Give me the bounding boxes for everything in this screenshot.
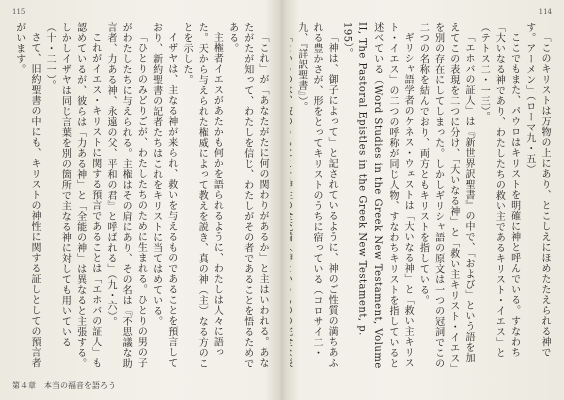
- quotation: 「このキリストは万物の上にあり、とこしえにほめたたえられる神です。アーメン」（ローマ九・五）: [523, 22, 550, 358]
- running-footer: 第４章 本当の福音を語ろう: [12, 381, 116, 390]
- right-page-text: [290, 22, 552, 372]
- paragraph: 「これ」が「あなたがたに何の関わりがあるか」と主はいわれる。あなたがたが知って、わたしを信じ、わたしがその者であることを悟るためである。: [226, 22, 268, 369]
- paragraph: これがイエス・キリストに関する預言であることは「エホバの証人」も認めているが、彼らは「力ある神」と「全能の神」は異なると主張する。しかしイザヤは同じ言葉を別の箇所で主なる神に対しても用いている（十・二一）。: [44, 22, 101, 369]
- paragraph: ギリシャ語学者のケネス・ウェストは「大いなる神」と「救い主キリスト・イエス」の二つの呼称が同じ人物、すなわちキリストを指していると述べている（Word Studies in the Greek New Testament, Volume II, The Pastoral Epistles in the Greek New Testament, p. 195）。: [341, 22, 414, 369]
- paragraph: 「神は、御子によって」と記されているように、神のご性質の満ちあふれる豊かさが、形をとってキリストのうちに宿っている（コロサイ二・九、『詳訳聖書』）。: [295, 22, 338, 368]
- paragraph: 主権者イエスがあたかも何かを語られるように、わたしは人々に語った。天から与えられた権威によって教えを説き、真の神（主）なる方のことを示した。: [180, 22, 223, 369]
- quotation: [290, 22, 294, 372]
- paragraph: ここでもまた、パウロはキリストを明確に神と呼んでいる。すなわち「大いなる神であり、わたしたちの救い主であるキリスト・イエス」と（テトス二・一三）。: [478, 22, 520, 358]
- page-number-right: 114: [538, 8, 552, 16]
- paragraph: さて、旧約聖書の中にも、キリストの神性に関する証しとしての預言者がいます。: [13, 22, 40, 368]
- quotation: 「ひとりのみどりごが、わたしたちのために生まれる。ひとりの男の子がわたしたちに与えられる。主権はその肩にあり、その名は『不思議な助言者、力ある神、永遠の父、平和の君』と呼ばれる」（九・六）。: [104, 22, 147, 369]
- right-page: [282, 0, 564, 400]
- paragraph: イザヤは、主なる神が来られ、救いを与えるものであることを預言しており、新約聖書の記者たちはこれをキリストに当てはめている。: [150, 22, 177, 368]
- paragraph: 「エホバの証人」は『新世界訳聖書』の中で、「および」という語を加えてこの表現を二つに分け、「大いなる神」と「救い主キリスト・イエス」を別の存在にしてしまった。しかしギリシャ語の原文は一つの冠詞でこの二つの名称を結んでおり、両方ともキリストを指している。: [417, 22, 474, 369]
- left-page-text: [12, 22, 270, 372]
- page-number-left: 115: [12, 8, 26, 16]
